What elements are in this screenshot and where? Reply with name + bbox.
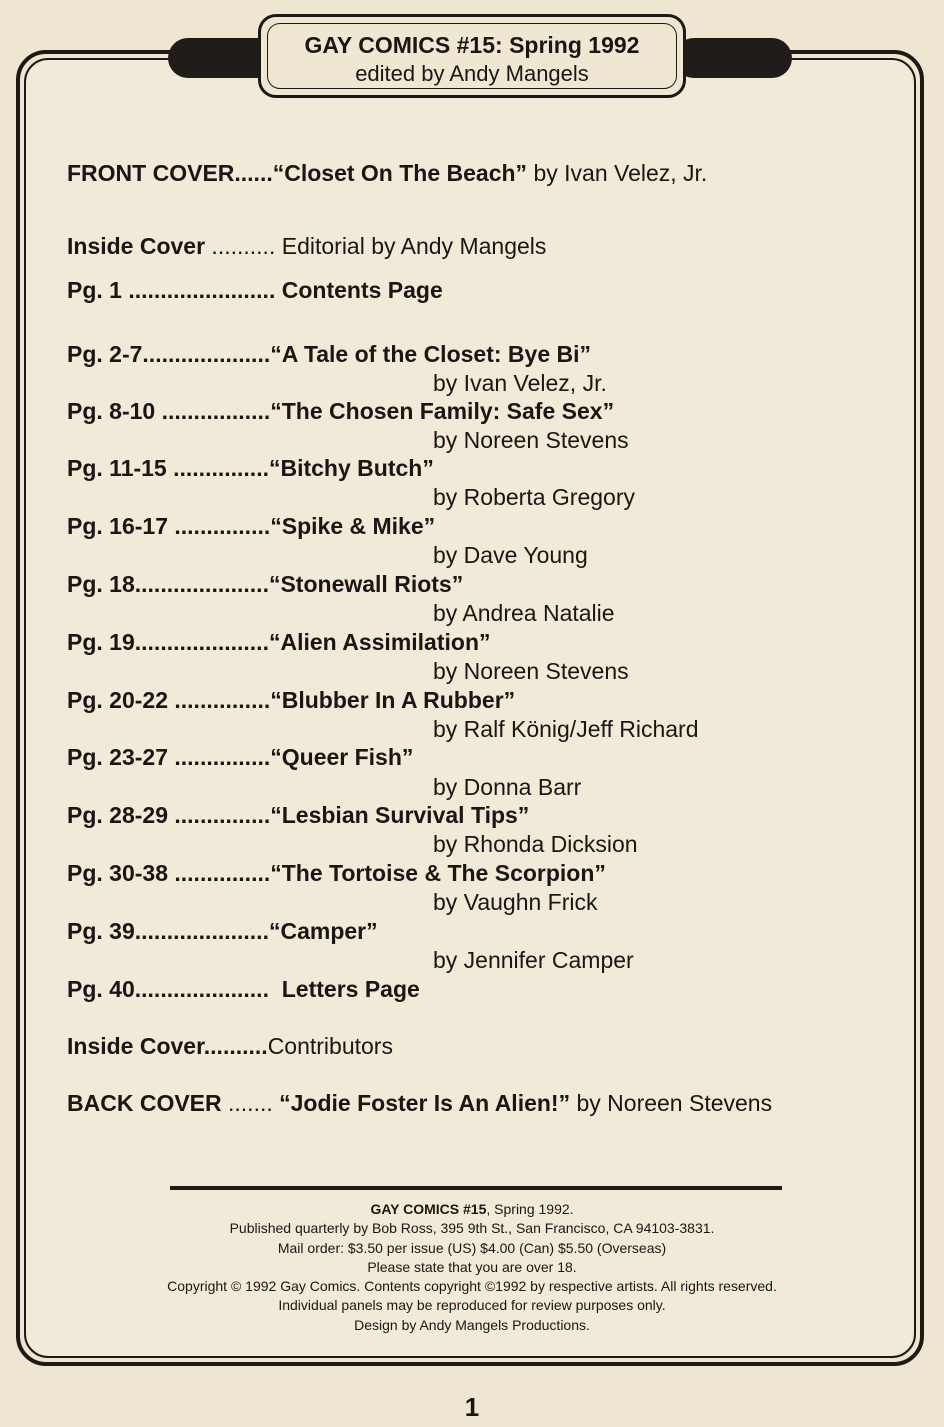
title-plaque [258, 14, 686, 98]
toc-entry-pg-23-27: Pg. 23-27 ...............“Queer Fish” [67, 744, 414, 770]
toc-byline: by Vaughn Frick [433, 889, 598, 915]
toc-byline: by Donna Barr [433, 774, 582, 800]
toc-entry-pg-39: Pg. 39.....................“Camper” [67, 918, 378, 944]
toc-entry-pg-16-17: Pg. 16-17 ...............“Spike & Mike” [67, 513, 436, 539]
toc-byline: by Dave Young [433, 542, 588, 568]
issue-title: GAY COMICS #15: Spring 1992 [304, 32, 640, 58]
toc-byline: by Roberta Gregory [433, 484, 635, 510]
toc-byline: by Rhonda Dicksion [433, 831, 638, 857]
toc-entry-pg-30-38: Pg. 30-38 ...............“The Tortoise & The Scorpion” [67, 860, 606, 886]
toc-entry-pg-2-7: Pg. 2-7....................“A Tale of the Closet: Bye Bi” [67, 341, 591, 367]
toc-entry-inside-cover-contributors: Inside Cover..........Contributors [67, 1033, 393, 1059]
footer-line: Published quarterly by Bob Ross, 395 9th St., San Francisco, CA 94103-3831. [229, 1220, 715, 1237]
toc-byline: by Jennifer Camper [433, 947, 634, 973]
footer-line: Please state that you are over 18. [367, 1258, 577, 1275]
footer-line: Mail order: $3.50 per issue (US) $4.00 (Can) $5.50 (Overseas) [277, 1239, 667, 1256]
toc-entry-pg-28-29: Pg. 28-29 ...............“Lesbian Survival Tips” [67, 802, 530, 828]
toc-byline: by Noreen Stevens [433, 658, 629, 684]
toc-entry-pg-18: Pg. 18.....................“Stonewall Riots” [67, 571, 464, 597]
footer-line: Copyright © 1992 Gay Comics. Contents copyright ©1992 by respective artists. All rights reserved. [167, 1278, 777, 1295]
toc-entry-pg-19: Pg. 19.....................“Alien Assimilation” [67, 629, 491, 655]
toc-byline: by Noreen Stevens [433, 427, 629, 453]
toc-entry-front-cover: FRONT COVER......“Closet On The Beach” by Ivan Velez, Jr. [67, 160, 708, 186]
editor-credit: edited by Andy Mangels [355, 61, 589, 86]
footer-line: Design by Andy Mangels Productions. [354, 1316, 590, 1333]
toc-entry-inside-cover-editorial: Inside Cover .......... Editorial by Andy Mangels [67, 233, 547, 259]
footer-divider [170, 1186, 782, 1190]
toc-entry-pg-1: Pg. 1 ....................... Contents Page [67, 277, 443, 303]
toc-byline: by Andrea Natalie [433, 600, 615, 626]
toc-entry-pg-11-15: Pg. 11-15 ...............“Bitchy Butch” [67, 455, 434, 481]
header-bar-right [674, 38, 792, 78]
toc-byline: by Ivan Velez, Jr. [433, 370, 607, 396]
toc-entry-pg-20-22: Pg. 20-22 ...............“Blubber In A Rubber” [67, 687, 516, 713]
toc-byline: by Ralf König/Jeff Richard [433, 716, 699, 742]
toc-entry-back-cover: BACK COVER ....... “Jodie Foster Is An Alien!” by Noreen Stevens [67, 1090, 773, 1116]
publication-info [0, 1200, 944, 1335]
footer-line: Individual panels may be reproduced for review purposes only. [278, 1297, 666, 1314]
footer-line: GAY COMICS #15, Spring 1992. [370, 1201, 574, 1217]
toc-entry-pg-40: Pg. 40..................... Letters Page [67, 976, 420, 1002]
toc-entry-pg-8-10: Pg. 8-10 .................“The Chosen Family: Safe Sex” [67, 398, 615, 424]
page-number: 1 [464, 1392, 480, 1422]
